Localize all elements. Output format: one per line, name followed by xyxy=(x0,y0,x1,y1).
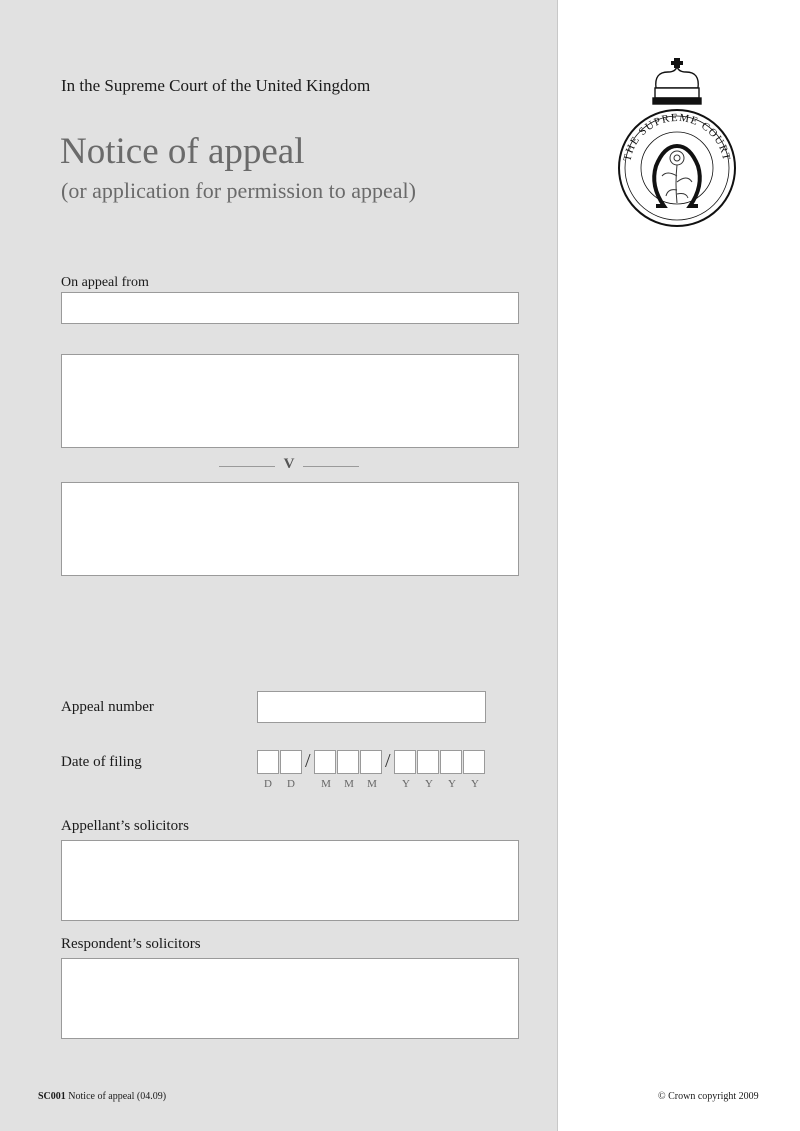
page-subtitle: (or application for permission to appeal) xyxy=(61,178,416,203)
date-hint-day: D xyxy=(264,778,272,790)
date-month-box[interactable] xyxy=(337,750,359,774)
date-hint-year: Y xyxy=(402,778,410,790)
respondents-solicitors-field[interactable] xyxy=(61,958,519,1039)
date-separator: / xyxy=(305,750,311,772)
supreme-court-crest-logo xyxy=(612,58,742,230)
appellants-solicitors-label: Appellant’s solicitors xyxy=(61,818,189,834)
appeal-number-label: Appeal number xyxy=(61,699,154,715)
date-year-box[interactable] xyxy=(417,750,439,774)
date-hint-month: M xyxy=(367,778,377,790)
date-hint-month: M xyxy=(344,778,354,790)
date-separator: / xyxy=(385,750,391,772)
form-code: SC001 xyxy=(38,1091,66,1102)
date-year-box[interactable] xyxy=(440,750,462,774)
date-day-box[interactable] xyxy=(257,750,279,774)
date-hint-month: M xyxy=(321,778,331,790)
appellant-name-field[interactable] xyxy=(61,354,519,448)
respondents-solicitors-label: Respondent’s solicitors xyxy=(61,936,201,952)
date-hint-year: Y xyxy=(471,778,479,790)
date-of-filing-label: Date of filing xyxy=(61,754,142,770)
form-name: Notice of appeal (04.09) xyxy=(68,1091,167,1102)
versus-rule-right xyxy=(303,466,359,467)
versus-label: V xyxy=(283,456,295,472)
form-reference xyxy=(38,1091,166,1102)
date-year-box[interactable] xyxy=(394,750,416,774)
respondent-name-field[interactable] xyxy=(61,482,519,576)
date-hint-year: Y xyxy=(448,778,456,790)
date-day-box[interactable] xyxy=(280,750,302,774)
page-title: Notice of appeal xyxy=(60,131,305,172)
appeal-number-field[interactable] xyxy=(257,691,486,723)
court-name: In the Supreme Court of the United Kingdom xyxy=(61,76,371,95)
date-hint-year: Y xyxy=(425,778,433,790)
appellants-solicitors-field[interactable] xyxy=(61,840,519,921)
date-month-box[interactable] xyxy=(314,750,336,774)
versus-divider xyxy=(219,456,359,476)
on-appeal-from-field[interactable] xyxy=(61,292,519,324)
date-hint-day: D xyxy=(287,778,295,790)
date-year-box[interactable] xyxy=(463,750,485,774)
date-month-box[interactable] xyxy=(360,750,382,774)
copyright-notice: © Crown copyright 2009 xyxy=(658,1091,759,1102)
on-appeal-from-label: On appeal from xyxy=(61,275,149,290)
svg-text:THE SUPREME COURT: THE SUPREME COURT xyxy=(621,111,733,163)
